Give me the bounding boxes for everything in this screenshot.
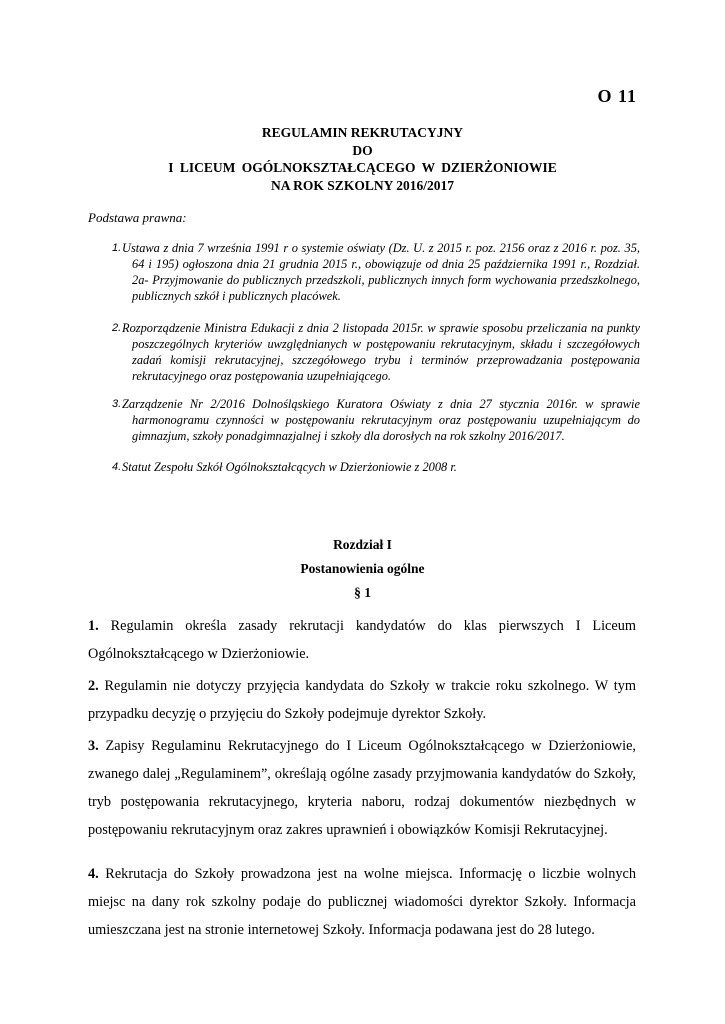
title-line-2: DO [352, 142, 373, 158]
legal-basis-item [112, 396, 640, 444]
document-title [0, 124, 725, 194]
title-line-3: I LICEUM OGÓLNOKSZTAŁCĄCEGO W DZIERŻONIOWIE [168, 160, 557, 175]
legal-basis-item-number: 1. [112, 242, 122, 254]
title-line-1: REGULAMIN REKRUTACYJNY [261, 125, 464, 140]
legal-basis-item-number: 4. [112, 461, 122, 473]
legal-basis-item-text: Statut Zespołu Szkół Ogólnokształcących w Dzierżoniowie z 2008 r. [122, 460, 457, 474]
legal-basis-item-text: Ustawa z dnia 7 września 1991 r o systemie oświaty (Dz. U. z 2015 r. poz. 2156 oraz z 2016 r. poz. 35, 64 i 195) ogłoszona dnia 21 grudnia 2015 r., obowiązuje od dnia 25 października 1991 r., Rozdział. 2a- Przyjmowanie do publicznych przedszkoli, publicznych innych form wychowania przedszkolnego, publicznych szkół i publicznych placówek. [122, 241, 640, 303]
legal-basis-item [112, 240, 640, 304]
paragraph [88, 612, 636, 668]
legal-basis-item-text: Zarządzenie Nr 2/2016 Dolnośląskiego Kuratora Oświaty z dnia 27 stycznia 2016r. w sprawie harmonogramu czynności w postępowaniu rekrutacyjnym oraz postępowaniu uzupełniającym do gimnazjum, szkoły ponadgimnazjalnej i szkoły dla dorosłych na rok szkolny 2016/2017. [122, 397, 640, 443]
legal-basis-item-number: 2. [112, 322, 122, 334]
section-symbol: § 1 [354, 585, 371, 600]
paragraph-text: Zapisy Regulaminu Rekrutacyjnego do I Liceum Ogólnokształcącego w Dzierżoniowie, zwanego dalej „Regulaminem”, określają ogólne zasady przyjmowania kandydatów do Szkoły, tryb postępowania rekrutacyjnego, kryteria naboru, rodzaj dokumentów niezbędnych w postępowaniu rekrutacyjnym oraz zakres uprawnień i obowiązków Komisji Rekrutacyjnej. [88, 738, 636, 838]
paragraph-number: 2. [88, 678, 99, 694]
paragraph-text: Regulamin nie dotyczy przyjęcia kandydata do Szkoły w trakcie roku szkolnego. W tym przypadku decyzję o przyjęciu do Szkoły podejmuje dyrektor Szkoły. [88, 678, 636, 722]
legal-basis-item [112, 459, 640, 475]
paragraph-text: Rekrutacja do Szkoły prowadzona jest na wolne miejsca. Informację o liczbie wolnych miejsc na dany rok szkolny podaje do publicznej wiadomości dyrektor Szkoły. Informacja umieszczana jest na stronie internetowej Szkoły. Informacja podawana jest do 28 lutego. [88, 866, 636, 938]
paragraph [88, 732, 636, 844]
legal-basis-label: Podstawa prawna: [88, 210, 187, 225]
chapter-subtitle: Postanowienia ogólne [300, 561, 425, 576]
paragraph-number: 3. [88, 738, 99, 754]
paragraph [88, 860, 636, 944]
paragraph-number: 1. [88, 618, 99, 634]
paragraph-number: 4. [88, 866, 99, 882]
chapter-title: Rozdział I [333, 537, 392, 552]
legal-basis-item [112, 320, 640, 384]
legal-basis-item-number: 3. [112, 398, 122, 410]
paragraph [88, 672, 636, 728]
document-code: O 11 [597, 86, 637, 106]
legal-basis-item-text: Rozporządzenie Ministra Edukacji z dnia 2 listopada 2015r. w sprawie sposobu przeliczania na punkty poszczególnych kryteriów uwzględnianych w postępowaniu rekrutacyjnym, składu i szczegółowych zadań komisji rekrutacyjnej, szczegółowego trybu i terminów przeprowadzania postępowania rekrutacyjnego oraz postępowania uzupełniającego. [122, 321, 640, 383]
paragraph-text: Regulamin określa zasady rekrutacji kandydatów do klas pierwszych I Liceum Ogólnokształcącego w Dzierżoniowie. [88, 618, 636, 662]
title-line-4: NA ROK SZKOLNY 2016/2017 [271, 177, 454, 193]
